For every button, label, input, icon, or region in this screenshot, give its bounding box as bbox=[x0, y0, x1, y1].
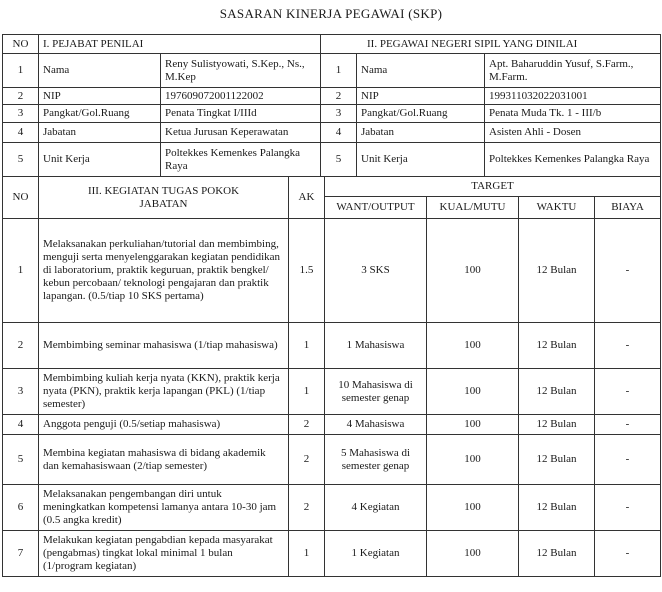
table-row bbox=[3, 531, 661, 577]
row-value: 199311032022031001 bbox=[485, 88, 661, 105]
row-no: 1 bbox=[321, 54, 357, 88]
row-value: Penata Tingkat I/IIId bbox=[161, 105, 321, 123]
row-kual: 100 bbox=[427, 415, 519, 435]
row-waktu: 12 Bulan bbox=[519, 435, 595, 485]
row-want: 1 Kegiatan bbox=[325, 531, 427, 577]
row-kegiatan: Membimbing kuliah kerja nyata (KKN), praktik kerja nyata (PKN), praktik kerja lapangan (PKL) (1/tiap semester) bbox=[39, 369, 289, 415]
row-label: NIP bbox=[357, 88, 485, 105]
pns-dinilai-header: II. PEGAWAI NEGERI SIPIL YANG DINILAI bbox=[321, 35, 661, 54]
waktu-header: WAKTU bbox=[519, 197, 595, 219]
document-title: SASARAN KINERJA PEGAWAI (SKP) bbox=[219, 6, 443, 21]
row-ak: 1.5 bbox=[289, 219, 325, 323]
row-ak: 1 bbox=[289, 531, 325, 577]
row-ak: 2 bbox=[289, 435, 325, 485]
row-want: 5 Mahasiswa di semester genap bbox=[325, 435, 427, 485]
kegiatan-header: III. KEGIATAN TUGAS POKOK JABATAN bbox=[39, 177, 289, 219]
row-no: 7 bbox=[3, 531, 39, 577]
table-row bbox=[3, 54, 661, 88]
row-no: 2 bbox=[321, 88, 357, 105]
row-label: Jabatan bbox=[39, 123, 161, 143]
row-kegiatan: Melaksanakan pengembangan diri untuk meningkatkan kompetensi lamanya antara 10-30 jam (0.5 angka kredit) bbox=[39, 485, 289, 531]
row-value: Poltekkes Kemenkes Palangka Raya bbox=[485, 143, 661, 177]
table-row bbox=[3, 143, 661, 177]
row-kegiatan: Anggota penguji (0.5/setiap mahasiswa) bbox=[39, 415, 289, 435]
row-no: 4 bbox=[3, 415, 39, 435]
row-value: Ketua Jurusan Keperawatan bbox=[161, 123, 321, 143]
row-label: Nama bbox=[39, 54, 161, 88]
table-row bbox=[3, 485, 661, 531]
row-value: Apt. Baharuddin Yusuf, S.Farm., M.Farm. bbox=[485, 54, 661, 88]
no-header: NO bbox=[3, 35, 39, 54]
row-ak: 2 bbox=[289, 415, 325, 435]
row-kegiatan: Membina kegiatan mahasiswa di bidang akademik dan kemahasiswaan (2/tiap semester) bbox=[39, 435, 289, 485]
biaya-header: BIAYA bbox=[595, 197, 661, 219]
row-biaya: - bbox=[595, 435, 661, 485]
row-biaya: - bbox=[595, 369, 661, 415]
row-biaya: - bbox=[595, 415, 661, 435]
officials-table bbox=[2, 34, 661, 177]
row-ak: 1 bbox=[289, 369, 325, 415]
row-ak: 2 bbox=[289, 485, 325, 531]
table-row bbox=[3, 415, 661, 435]
row-no: 6 bbox=[3, 485, 39, 531]
row-kual: 100 bbox=[427, 485, 519, 531]
row-waktu: 12 Bulan bbox=[519, 369, 595, 415]
row-biaya: - bbox=[595, 531, 661, 577]
table-row bbox=[3, 123, 661, 143]
row-want: 4 Kegiatan bbox=[325, 485, 427, 531]
row-kegiatan: Membimbing seminar mahasiswa (1/tiap mahasiswa) bbox=[39, 323, 289, 369]
row-waktu: 12 Bulan bbox=[519, 485, 595, 531]
row-ak: 1 bbox=[289, 323, 325, 369]
row-label: Jabatan bbox=[357, 123, 485, 143]
row-value: Penata Muda Tk. 1 - III/b bbox=[485, 105, 661, 123]
row-kual: 100 bbox=[427, 219, 519, 323]
table-row bbox=[3, 369, 661, 415]
row-no: 3 bbox=[3, 369, 39, 415]
row-label: Pangkat/Gol.Ruang bbox=[39, 105, 161, 123]
row-value: 197609072001122002 bbox=[161, 88, 321, 105]
row-want: 4 Mahasiswa bbox=[325, 415, 427, 435]
row-waktu: 12 Bulan bbox=[519, 323, 595, 369]
row-label: Pangkat/Gol.Ruang bbox=[357, 105, 485, 123]
row-want: 3 SKS bbox=[325, 219, 427, 323]
pejabat-penilai-header: I. PEJABAT PENILAI bbox=[39, 35, 321, 54]
row-kual: 100 bbox=[427, 369, 519, 415]
row-no: 2 bbox=[3, 323, 39, 369]
row-biaya: - bbox=[595, 323, 661, 369]
want-output-header: WANT/OUTPUT bbox=[325, 197, 427, 219]
row-waktu: 12 Bulan bbox=[519, 415, 595, 435]
table-row bbox=[3, 323, 661, 369]
ak-header: AK bbox=[289, 177, 325, 219]
table-row bbox=[3, 88, 661, 105]
table-row bbox=[3, 435, 661, 485]
row-no: 4 bbox=[321, 123, 357, 143]
row-waktu: 12 Bulan bbox=[519, 219, 595, 323]
row-biaya: - bbox=[595, 485, 661, 531]
row-biaya: - bbox=[595, 219, 661, 323]
row-waktu: 12 Bulan bbox=[519, 531, 595, 577]
row-no: 3 bbox=[321, 105, 357, 123]
row-no: 5 bbox=[321, 143, 357, 177]
row-label: Unit Kerja bbox=[39, 143, 161, 177]
table-row bbox=[3, 219, 661, 323]
row-label: Unit Kerja bbox=[357, 143, 485, 177]
row-no: 3 bbox=[3, 105, 39, 123]
row-no: 1 bbox=[3, 54, 39, 88]
row-kual: 100 bbox=[427, 435, 519, 485]
row-value: Reny Sulistyowati, S.Kep., Ns., M.Kep bbox=[161, 54, 321, 88]
row-kual: 100 bbox=[427, 323, 519, 369]
no-header: NO bbox=[3, 177, 39, 219]
row-no: 1 bbox=[3, 219, 39, 323]
row-label: Nama bbox=[357, 54, 485, 88]
row-label: NIP bbox=[39, 88, 161, 105]
row-kual: 100 bbox=[427, 531, 519, 577]
row-value: Asisten Ahli - Dosen bbox=[485, 123, 661, 143]
activities-table bbox=[2, 176, 661, 577]
row-no: 2 bbox=[3, 88, 39, 105]
kual-mutu-header: KUAL/MUTU bbox=[427, 197, 519, 219]
row-want: 1 Mahasiswa bbox=[325, 323, 427, 369]
row-no: 5 bbox=[3, 143, 39, 177]
row-value: Poltekkes Kemenkes Palangka Raya bbox=[161, 143, 321, 177]
row-kegiatan: Melaksanakan perkuliahan/tutorial dan membimbing, menguji serta menyelenggarakan kegiatan pendidikan di laboratorium, praktik keguruan, praktik bengkel/ kebun percobaan/ teknologi pengajaran dan praktik lapangan. (0.5/tiap 10 SKS pertama) bbox=[39, 219, 289, 323]
row-no: 4 bbox=[3, 123, 39, 143]
target-header: TARGET bbox=[325, 177, 661, 197]
row-kegiatan: Melakukan kegiatan pengabdian kepada masyarakat (pengabmas) tingkat lokal minimal 1 bulan (1/program kegiatan) bbox=[39, 531, 289, 577]
row-no: 5 bbox=[3, 435, 39, 485]
row-want: 10 Mahasiswa di semester genap bbox=[325, 369, 427, 415]
table-row bbox=[3, 105, 661, 123]
